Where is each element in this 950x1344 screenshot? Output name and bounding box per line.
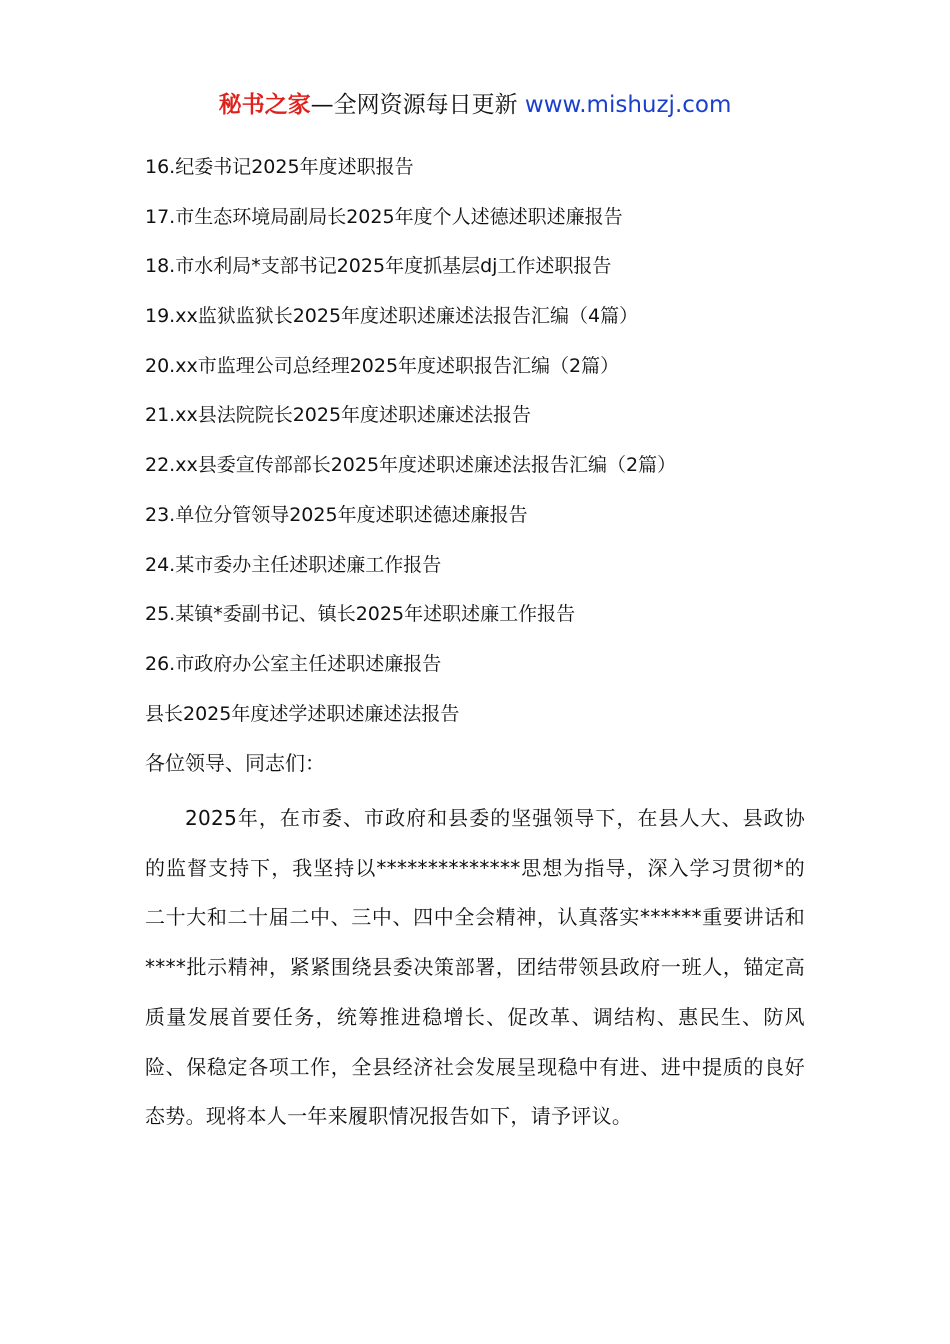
list-item: 20.xx市监理公司总经理2025年度述职报告汇编（2篇） <box>145 354 620 377</box>
list-item: 23.单位分管领导2025年度述职述德述廉报告 <box>145 503 528 526</box>
list-item: 16.纪委书记2025年度述职报告 <box>145 156 414 178</box>
list-item: 19.xx监狱监狱长2025年度述职述廉述法报告汇编（4篇） <box>145 305 639 328</box>
list-item: 24.某市委办主任述职述廉工作报告 <box>145 553 442 576</box>
page-header <box>0 88 950 122</box>
report-paragraph: 2025年，在市委、市政府和县委的坚强领导下，在县人大、县政协的监督支持下，我坚持以**************思想为指导，深入学习贯彻*的二十大和二十届二中、三中、四中全会精神，认真落实******重要讲话和****批示精神，紧紧围绕县委决策部署，团结带领县政府一班人，锚定高质量发展首要任务，统筹推进稳增长、促改革、调结构、惠民生、防风险、保稳定各项工作，全县经济社会发展呈现稳中有进、进中提质的良好态势。现将本人一年来履职情况报告如下，请予评议。 <box>145 806 805 1129</box>
list-item: 25.某镇*委副书记、镇长2025年述职述廉工作报告 <box>145 603 576 626</box>
list-item: 21.xx县法院院长2025年度述职述廉述法报告 <box>145 404 532 427</box>
list-item: 26.市政府办公室主任述职述廉报告 <box>145 652 442 675</box>
list-item: 17.市生态环境局副局长2025年度个人述德述职述廉报告 <box>145 205 623 228</box>
list-item: 22.xx县委宣传部部长2025年度述职述廉述法报告汇编（2篇） <box>145 454 677 477</box>
brand-name: 秘书之家 <box>218 92 311 118</box>
report-title: 县长2025年度述学述职述廉述法报告 <box>145 703 460 725</box>
header-slogan: —全网资源每日更新 <box>310 92 518 118</box>
report-greeting: 各位领导、同志们： <box>145 751 325 775</box>
site-url-link[interactable]: www.mishuzj.com <box>524 92 732 118</box>
report-list <box>145 148 825 695</box>
list-item: 18.市水利局*支部书记2025年度抓基层dj工作述职报告 <box>145 255 612 278</box>
